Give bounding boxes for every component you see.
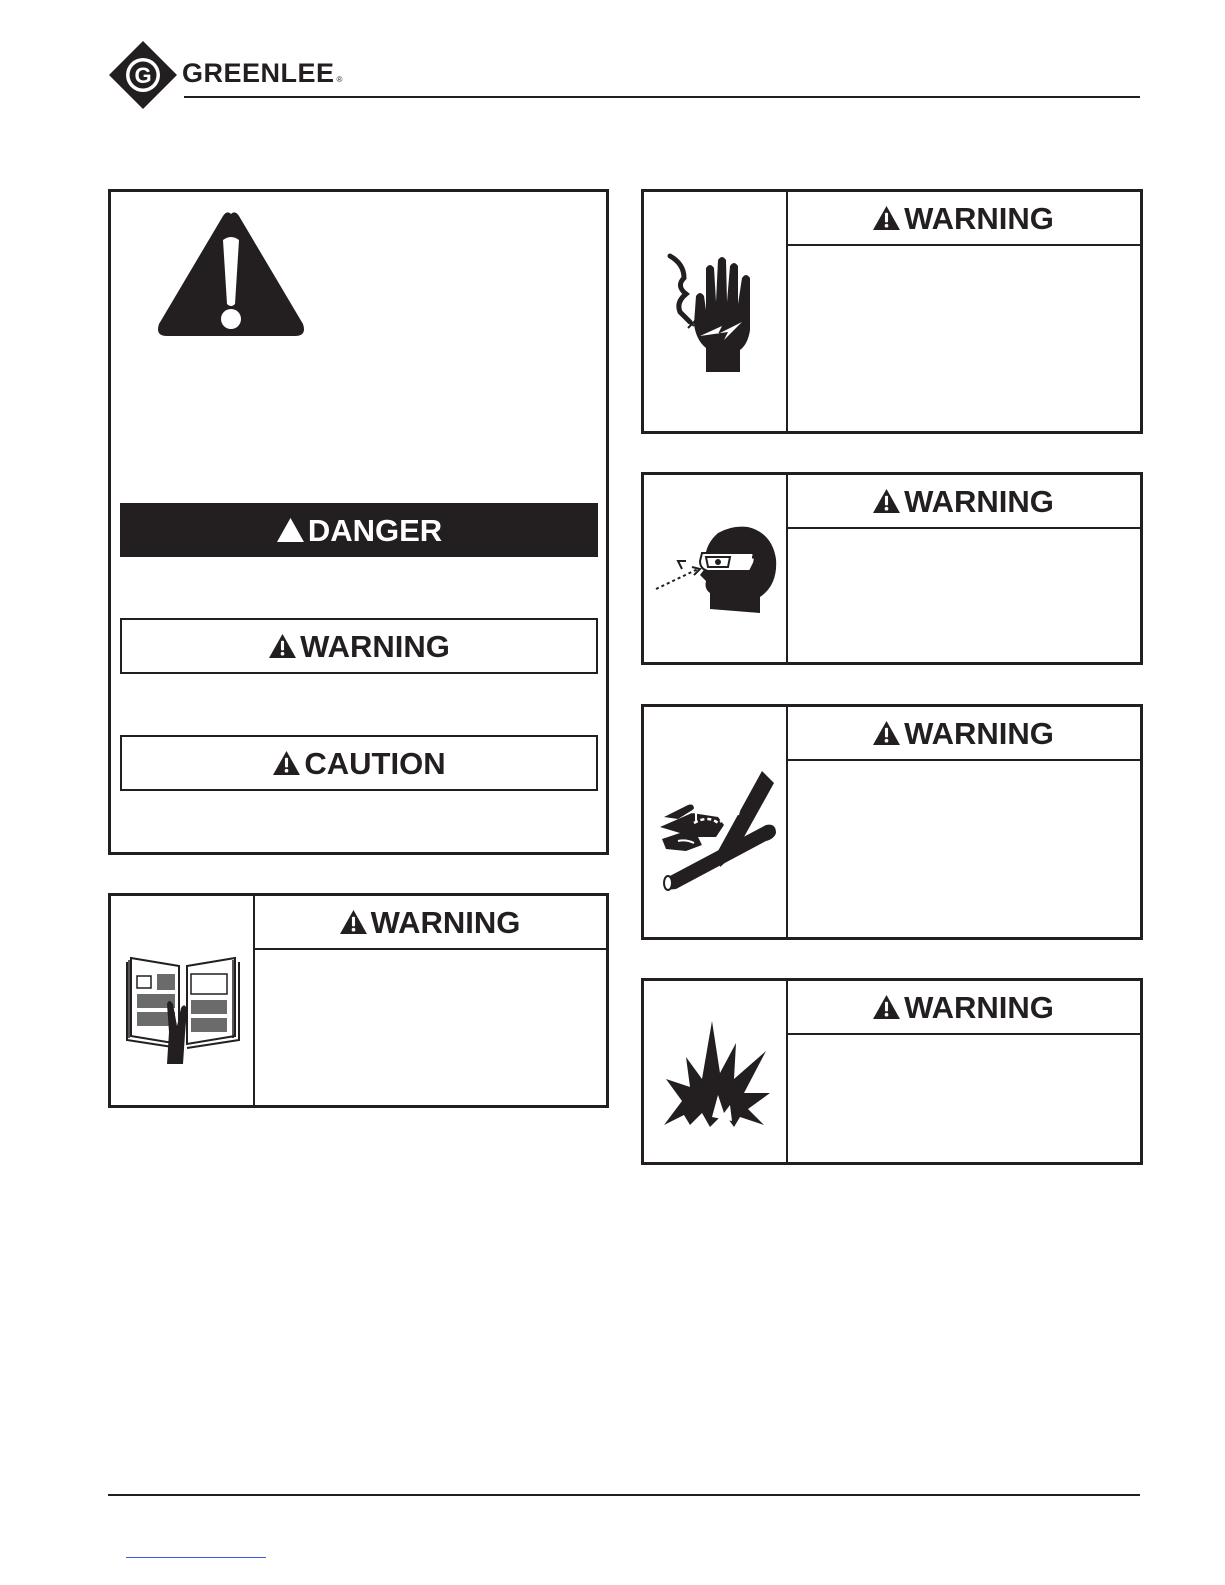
alert-triangle-icon bbox=[272, 750, 301, 776]
safety-alert-symbol-icon bbox=[155, 208, 307, 340]
warning-label: WARNING bbox=[904, 989, 1054, 1025]
manual-read-icon bbox=[123, 944, 243, 1064]
warning-box-eye-protection bbox=[641, 472, 1143, 665]
logo-letter: G bbox=[134, 63, 152, 88]
brand-text: GREENLEE bbox=[182, 58, 335, 88]
footer-link-underline[interactable] bbox=[126, 1557, 266, 1558]
warning-label: WARNING bbox=[904, 483, 1054, 519]
alert-triangle-icon bbox=[872, 205, 901, 231]
cutting-hazard-icon bbox=[658, 767, 778, 891]
warning-label: WARNING bbox=[904, 200, 1054, 236]
icon-cell bbox=[111, 896, 255, 1105]
registered-mark: ® bbox=[336, 75, 343, 84]
eye-protection-icon bbox=[652, 523, 782, 619]
warning-header bbox=[253, 896, 606, 950]
caution-signal-banner bbox=[120, 735, 598, 791]
warning-box-cutting-hazard bbox=[641, 704, 1143, 940]
greenlee-logo bbox=[108, 40, 178, 110]
warning-box-electric-shock bbox=[641, 189, 1143, 434]
warning-label: WARNING bbox=[370, 904, 521, 940]
warning-label: WARNING bbox=[300, 628, 450, 664]
warning-header bbox=[786, 475, 1140, 529]
warning-header bbox=[786, 192, 1140, 246]
danger-label: DANGER bbox=[307, 512, 443, 548]
caution-label: CAUTION bbox=[304, 745, 446, 781]
alert-triangle-icon bbox=[872, 720, 901, 746]
warning-signal-banner bbox=[120, 618, 598, 674]
safety-alert-legend-panel bbox=[108, 189, 609, 855]
warning-header bbox=[786, 981, 1140, 1035]
icon-cell bbox=[644, 981, 788, 1162]
danger-signal-banner bbox=[120, 503, 598, 557]
alert-triangle-icon bbox=[268, 633, 297, 659]
electric-shock-hand-icon bbox=[666, 252, 766, 376]
brand-name bbox=[182, 60, 343, 87]
icon-cell bbox=[644, 707, 788, 937]
explosion-icon bbox=[660, 1017, 772, 1129]
warning-box-manual bbox=[108, 893, 609, 1108]
icon-cell bbox=[644, 192, 788, 431]
alert-triangle-icon bbox=[872, 488, 901, 514]
warning-header bbox=[786, 707, 1140, 761]
footer-rule bbox=[108, 1494, 1140, 1496]
alert-triangle-icon bbox=[276, 517, 305, 543]
warning-box-explosion bbox=[641, 978, 1143, 1165]
warning-label: WARNING bbox=[904, 715, 1054, 751]
icon-cell bbox=[644, 475, 788, 662]
header-rule bbox=[184, 96, 1140, 98]
alert-triangle-icon bbox=[872, 994, 901, 1020]
alert-triangle-icon bbox=[339, 909, 368, 935]
